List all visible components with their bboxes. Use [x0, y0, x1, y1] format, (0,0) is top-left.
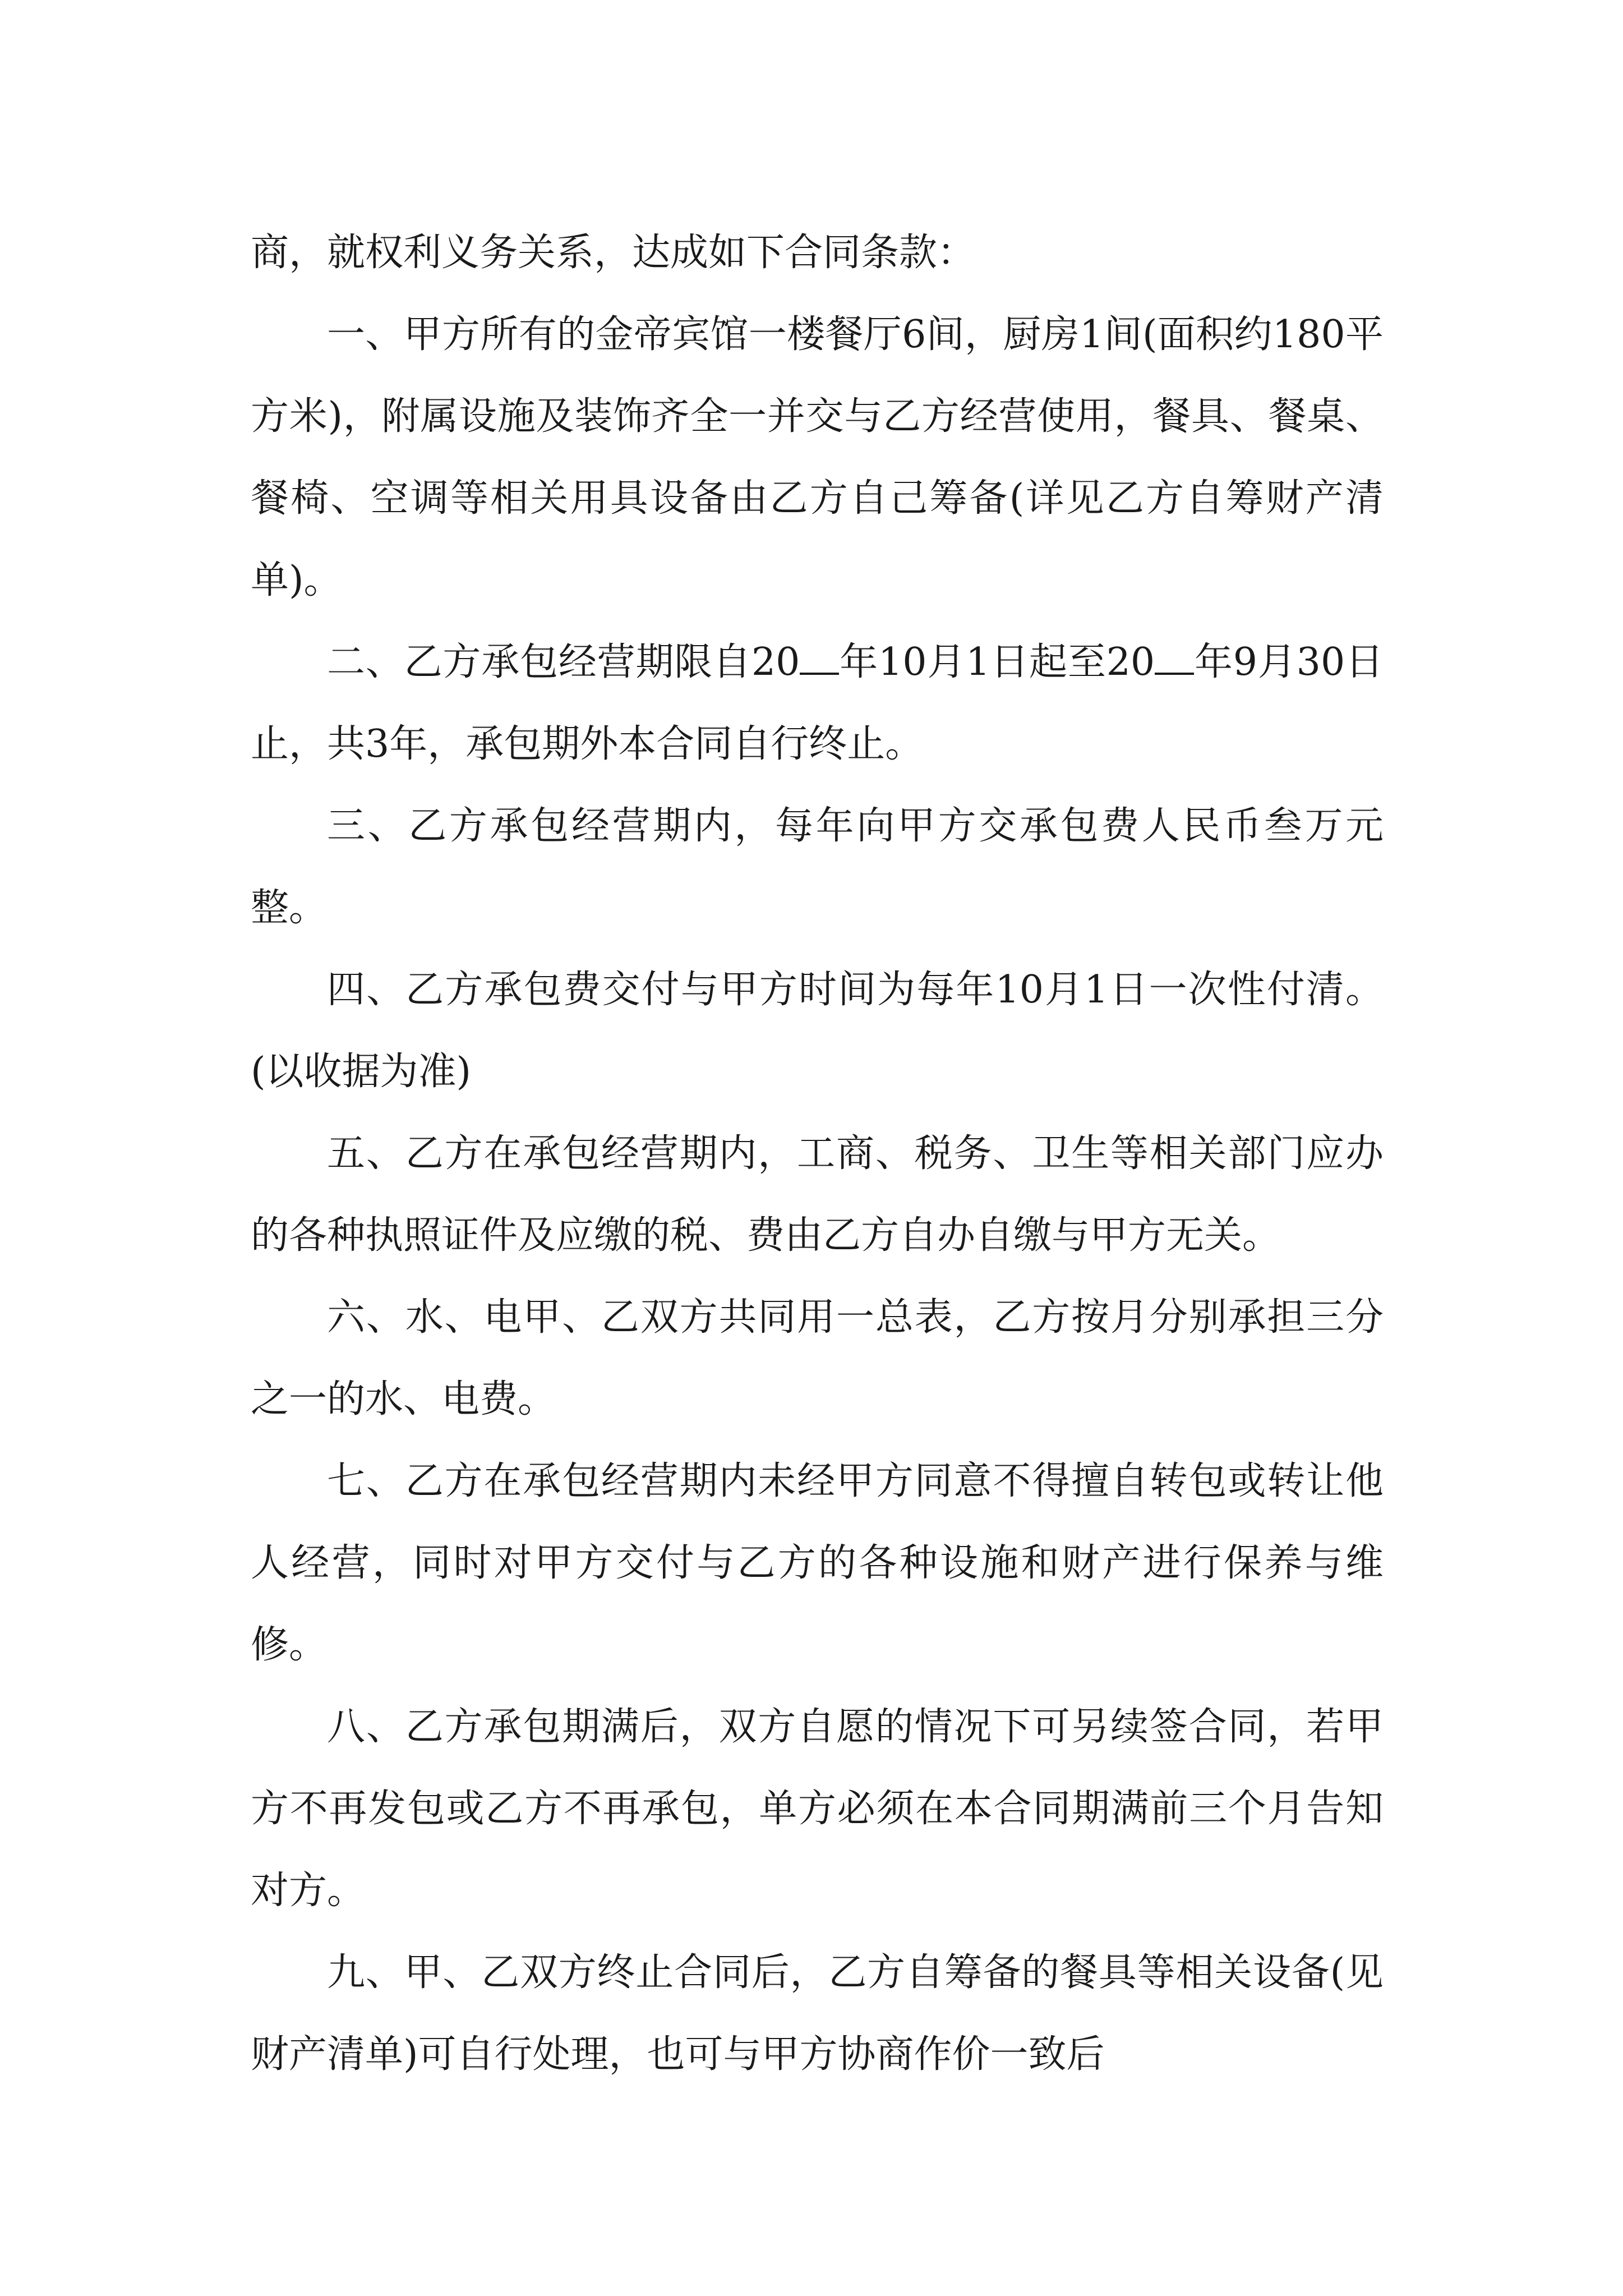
paragraph-clause-5: 五、乙方在承包经营期内，工商、税务、卫生等相关部门应办的各种执照证件及应缴的税、费由乙方自办自缴与甲方无关。 — [251, 1131, 1384, 1258]
paragraph-clause-3: 三、乙方承包经营期内，每年向甲方交承包费人民币叁万元整。 — [251, 804, 1384, 930]
paragraph-clause-7: 七、乙方在承包经营期内未经甲方同意不得擅自转包或转让他人经营，同时对甲方交付与乙方的各种设施和财产进行保养与维修。 — [251, 1459, 1384, 1667]
clause-2-part-3: 年9月30日止，共3年，承包期外本合同自行终止。 — [251, 640, 1384, 766]
paragraph-clause-6: 六、水、电甲、乙双方共同用一总表，乙方按月分别承担三分之一的水、电费。 — [251, 1295, 1384, 1421]
paragraph-clause-4: 四、乙方承包费交付与甲方时间为每年10月1日一次性付清。(以收据为准) — [251, 968, 1384, 1094]
paragraph-clause-1: 一、甲方所有的金帝宾馆一楼餐厅6间，厨房1间(面积约180平方米)，附属设施及装饰齐全一并交与乙方经营使用，餐具、餐桌、餐椅、空调等相关用具设备由乙方自己筹备(详见乙方自筹财产清单)。 — [251, 312, 1384, 602]
paragraph-intro: 商，就权利义务关系，达成如下合同条款： — [251, 231, 976, 275]
clause-2-part-1: 二、乙方承包经营期限自20 — [327, 640, 800, 684]
paragraph-clause-9: 九、甲、乙双方终止合同后，乙方自筹备的餐具等相关设备(见财产清单)可自行处理，也可与甲方协商作价一致后 — [251, 1950, 1384, 2077]
year-blank-end — [1155, 634, 1194, 675]
clause-2-part-2: 年10月1日起至20 — [839, 640, 1155, 684]
contract-body — [251, 212, 1384, 2096]
year-blank-start — [800, 634, 839, 675]
paragraph-clause-2 — [251, 622, 1384, 785]
paragraph-clause-8: 八、乙方承包期满后，双方自愿的情况下可另续签合同，若甲方不再发包或乙方不再承包，单方必须在本合同期满前三个月告知对方。 — [251, 1705, 1384, 1913]
